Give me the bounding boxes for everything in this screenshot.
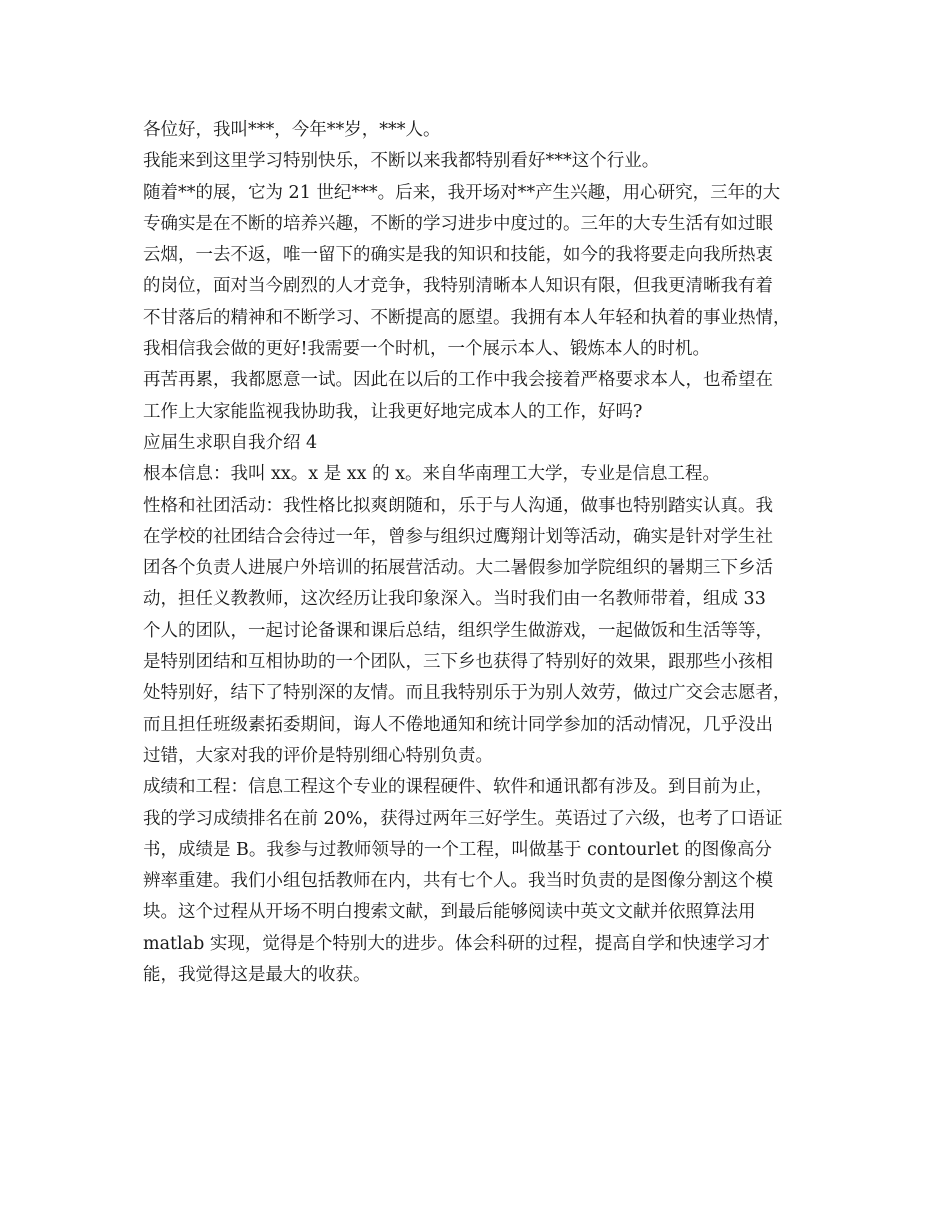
text-line: matlab 实现，觉得是个特别大的进步。体会科研的过程，提高自学和快速学习才 — [143, 933, 770, 954]
text-line: 在学校的社团结合会待过一年，曾参与组织过鹰翔计划等活动，确实是针对学生社 — [143, 526, 773, 547]
text-line: 不甘落后的精神和不断学习、不断提高的愿望。我拥有本人年轻和执着的事业热情， — [143, 307, 791, 328]
text-line: 处特别好，结下了特别深的友情。而且我特别乐于为别人效劳，做过广交会志愿者， — [143, 683, 791, 704]
text-line: 性格和社团活动：我性格比拟爽朗随和，乐于与人沟通，做事也特别踏实认真。我 — [143, 495, 773, 516]
text-line: 个人的团队，一起讨论备课和课后总结，组织学生做游戏，一起做饭和生活等等， — [143, 620, 773, 641]
text-line: 工作上大家能监视我协助我，让我更好地完成本人的工作，好吗? — [143, 401, 643, 422]
text-line: 能，我觉得这是最大的收获。 — [143, 965, 371, 986]
text-line: 专确实是在不断的培养兴趣，不断的学习进步中度过的。三年的大专生活有如过眼 — [143, 213, 773, 234]
text-line: 是特别团结和互相协助的一个团队，三下乡也获得了特别好的效果，跟那些小孩相 — [143, 652, 773, 673]
text-line: 各位好，我叫***，今年**岁，***人。 — [143, 120, 441, 140]
text-line: 再苦再累，我都愿意一试。因此在以后的工作中我会接着严格要求本人，也希望在 — [143, 370, 773, 391]
text-line: 块。这个过程从开场不明白搜索文献，到最后能够阅读中英文文献并依照算法用 — [143, 902, 756, 923]
text-line: 云烟，一去不返，唯一留下的确实是我的知识和技能，如今的我将要走向我所热衷 — [143, 245, 773, 266]
text-line: 而且担任班级素拓委期间，诲人不倦地通知和统计同学参加的活动情况，几乎没出 — [143, 714, 773, 735]
text-line: 我的学习成绩排名在前 20%，获得过两年三好学生。英语过了六级，也考了口语证 — [143, 808, 783, 829]
text-line: 的岗位，面对当今剧烈的人才竞争，我特别清晰本人知识有限，但我更清晰我有着 — [143, 276, 773, 297]
text-line: 成绩和工程：信息工程这个专业的课程硬件、软件和通讯都有涉及。到目前为止， — [143, 777, 773, 798]
text-line: 辨率重建。我们小组包括教师在内，共有七个人。我当时负责的是图像分割这个模 — [143, 871, 773, 892]
text-line: 过错，大家对我的评价是特别细心特别负责。 — [143, 745, 493, 766]
section-heading: 应届生求职自我介绍 4 — [143, 432, 318, 453]
text-line: 动，担任义教教师，这次经历让我印象深入。当时我们由一名教师带着，组成 33 — [143, 589, 766, 610]
text-line: 书，成绩是 B。我参与过教师领导的一个工程，叫做基于 contourlet 的图像高分 — [143, 839, 772, 860]
text-line: 团各个负责人进展户外培训的拓展营活动。大二暑假参加学院组织的暑期三下乡活 — [143, 558, 773, 579]
text-line: 根本信息：我叫 xx。x 是 xx 的 x。来自华南理工大学，专业是信息工程。 — [143, 464, 721, 485]
text-line: 我相信我会做的更好!我需要一个时机，一个展示本人、锻炼本人的时机。 — [143, 339, 711, 360]
text-line: 随着**的展，它为 21 世纪***。后来，我开场对**产生兴趣，用心研究，三年的大 — [143, 182, 781, 203]
document-body — [143, 115, 823, 991]
text-line: 我能来到这里学习特别快乐，不断以来我都特别看好***这个行业。 — [143, 151, 660, 172]
